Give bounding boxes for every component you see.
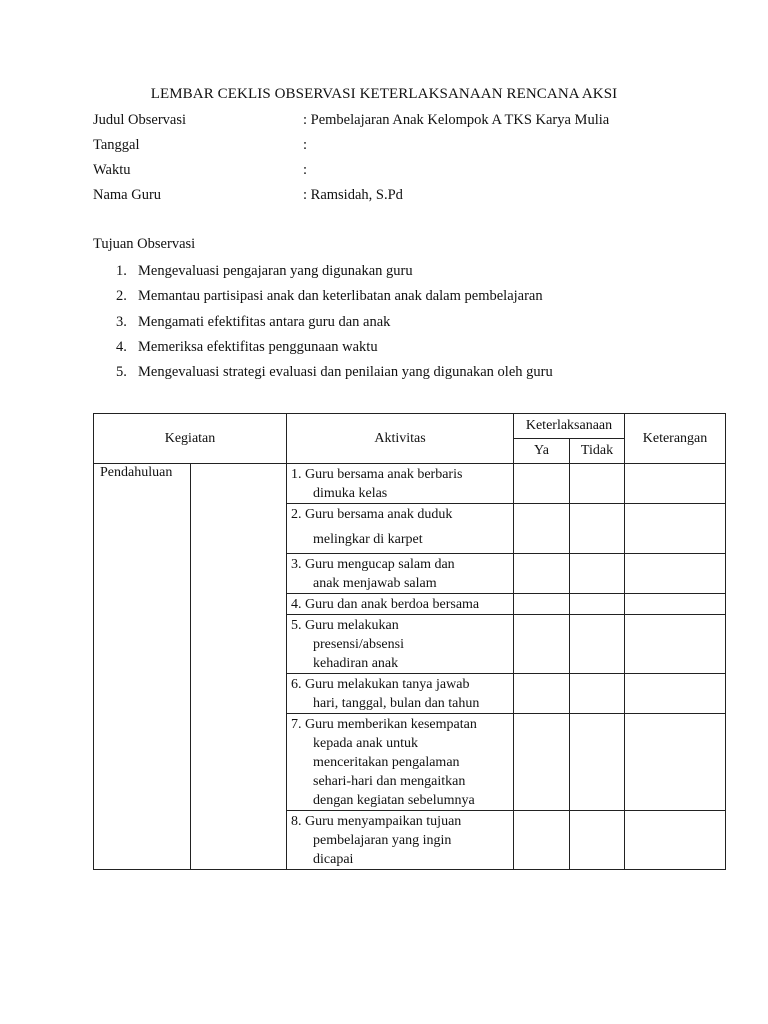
activity-text: melingkar di karpet bbox=[313, 532, 423, 547]
meta-value: : Ramsidah, S.Pd bbox=[303, 187, 403, 203]
ya-check-cell[interactable] bbox=[514, 674, 570, 714]
purpose-heading: Tujuan Observasi bbox=[93, 236, 196, 252]
activity-cell bbox=[287, 714, 514, 811]
purpose-item-text: Memeriksa efektifitas penggunaan waktu bbox=[138, 339, 378, 355]
keterangan-cell[interactable] bbox=[625, 464, 726, 504]
header-tidak: Tidak bbox=[570, 439, 625, 464]
header-keterlaksanaan: Keterlaksanaan bbox=[514, 414, 625, 439]
purpose-item-number: 4. bbox=[116, 339, 127, 355]
meta-value: : bbox=[303, 162, 308, 178]
ya-check-cell[interactable] bbox=[514, 504, 570, 554]
activity-text: 4. Guru dan anak berdoa bersama bbox=[291, 597, 480, 612]
activity-text: hari, tanggal, bulan dan tahun bbox=[313, 696, 480, 711]
activity-cell bbox=[287, 615, 514, 674]
purpose-item-number: 2. bbox=[116, 288, 127, 304]
keterangan-cell[interactable] bbox=[625, 594, 726, 615]
ya-check-cell[interactable] bbox=[514, 594, 570, 615]
tidak-check-cell[interactable] bbox=[570, 615, 625, 674]
tidak-check-cell[interactable] bbox=[570, 674, 625, 714]
purpose-item-number: 5. bbox=[116, 364, 127, 380]
activity-cell bbox=[287, 464, 514, 504]
activity-text: 8. Guru menyampaikan tujuan bbox=[291, 814, 462, 829]
activity-text: menceritakan pengalaman bbox=[313, 755, 460, 770]
keterangan-cell[interactable] bbox=[625, 504, 726, 554]
keterangan-cell[interactable] bbox=[625, 811, 726, 870]
ya-check-cell[interactable] bbox=[514, 811, 570, 870]
ya-check-cell[interactable] bbox=[514, 714, 570, 811]
keterangan-cell[interactable] bbox=[625, 674, 726, 714]
ya-check-cell[interactable] bbox=[514, 464, 570, 504]
purpose-item-text: Memantau partisipasi anak dan keterlibatan anak dalam pembelajaran bbox=[138, 288, 543, 304]
tidak-check-cell[interactable] bbox=[570, 811, 625, 870]
activity-text: kehadiran anak bbox=[313, 656, 399, 671]
tidak-check-cell[interactable] bbox=[570, 554, 625, 594]
header-ya: Ya bbox=[514, 439, 570, 464]
tidak-check-cell[interactable] bbox=[570, 464, 625, 504]
meta-label: Tanggal bbox=[93, 137, 140, 153]
ya-check-cell[interactable] bbox=[514, 554, 570, 594]
activity-text: 6. Guru melakukan tanya jawab bbox=[291, 677, 470, 692]
document-title: LEMBAR CEKLIS OBSERVASI KETERLAKSANAAN RENCANA AKSI bbox=[150, 86, 618, 102]
activity-text: 5. Guru melakukan bbox=[291, 618, 399, 633]
tidak-check-cell[interactable] bbox=[570, 504, 625, 554]
purpose-item-text: Mengevaluasi pengajaran yang digunakan guru bbox=[138, 263, 413, 279]
purpose-item-text: Mengamati efektifitas antara guru dan anak bbox=[138, 314, 391, 330]
keterangan-cell[interactable] bbox=[625, 714, 726, 811]
activity-cell bbox=[287, 811, 514, 870]
activity-text: 3. Guru mengucap salam dan bbox=[291, 557, 455, 572]
observation-checklist-table bbox=[93, 413, 726, 870]
header-keterangan: Keterangan bbox=[625, 414, 726, 464]
activity-cell bbox=[287, 594, 514, 615]
header-kegiatan: Kegiatan bbox=[94, 414, 287, 464]
purpose-item-number: 3. bbox=[116, 314, 127, 330]
keterangan-cell[interactable] bbox=[625, 554, 726, 594]
tidak-check-cell[interactable] bbox=[570, 594, 625, 615]
activity-cell bbox=[287, 554, 514, 594]
section-label-pendahuluan: Pendahuluan bbox=[94, 464, 191, 870]
activity-text: 7. Guru memberikan kesempatan bbox=[291, 717, 477, 732]
table-row bbox=[94, 464, 726, 504]
section-sub-cell bbox=[191, 464, 287, 870]
activity-text: 2. Guru bersama anak duduk bbox=[291, 507, 453, 522]
meta-label: Nama Guru bbox=[93, 187, 162, 203]
meta-value: : Pembelajaran Anak Kelompok A TKS Karya Mulia bbox=[303, 112, 610, 128]
activity-text: sehari-hari dan mengaitkan bbox=[313, 774, 466, 789]
purpose-item-text: Mengevaluasi strategi evaluasi dan penilaian yang digunakan oleh guru bbox=[138, 364, 553, 380]
activity-cell bbox=[287, 504, 514, 554]
activity-text: anak menjawab salam bbox=[313, 576, 437, 591]
meta-label: Waktu bbox=[93, 162, 131, 178]
activity-text: dengan kegiatan sebelumnya bbox=[313, 793, 475, 808]
keterangan-cell[interactable] bbox=[625, 615, 726, 674]
tidak-check-cell[interactable] bbox=[570, 714, 625, 811]
meta-label: Judul Observasi bbox=[93, 112, 187, 128]
activity-text: presensi/absensi bbox=[313, 637, 404, 652]
activity-text: kepada anak untuk bbox=[313, 736, 418, 751]
purpose-item-number: 1. bbox=[116, 263, 127, 279]
meta-value: : bbox=[303, 137, 308, 153]
header-aktivitas: Aktivitas bbox=[287, 414, 514, 464]
activity-text: pembelajaran yang ingin bbox=[313, 833, 452, 848]
activity-text: 1. Guru bersama anak berbaris bbox=[291, 467, 463, 482]
activity-text: dicapai bbox=[313, 852, 354, 867]
activity-cell bbox=[287, 674, 514, 714]
activity-text: dimuka kelas bbox=[313, 486, 388, 501]
ya-check-cell[interactable] bbox=[514, 615, 570, 674]
